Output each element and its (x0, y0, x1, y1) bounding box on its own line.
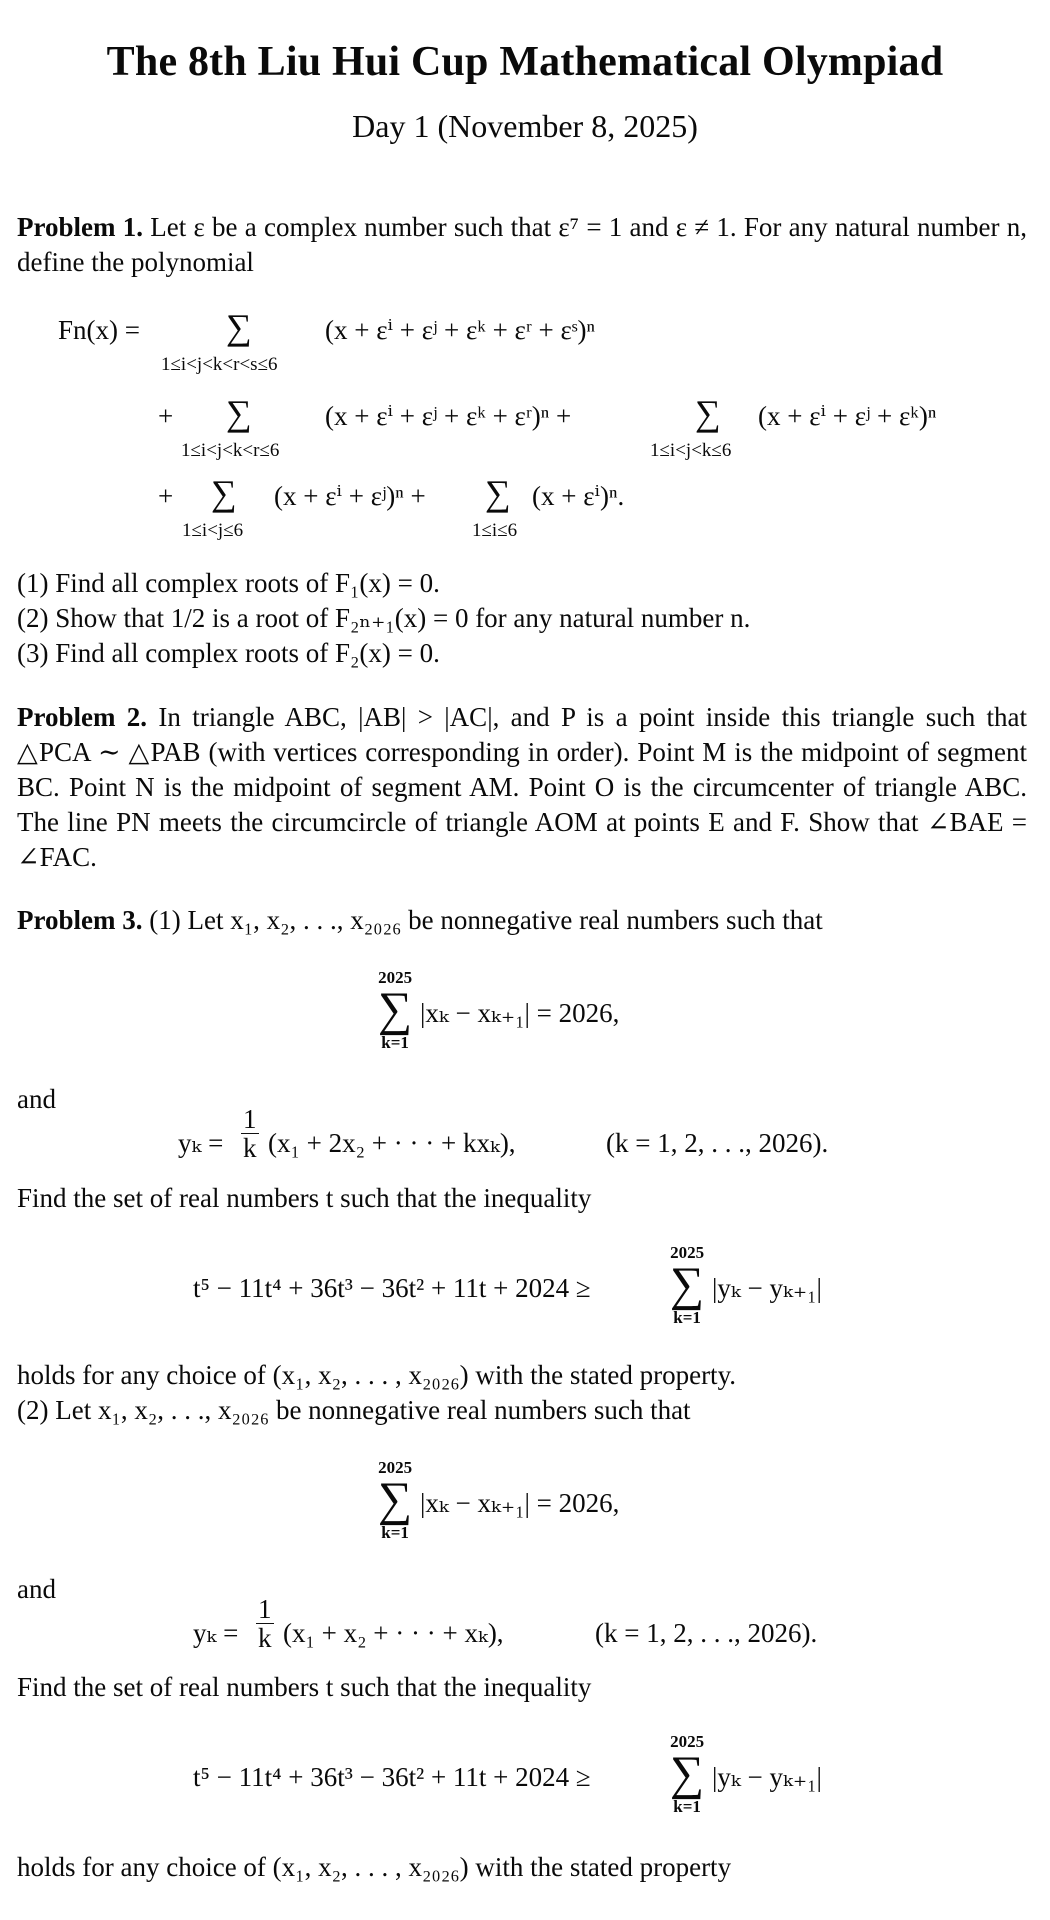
problem1-intro: Let ε be a complex number such that ε⁷ = 1 and ε ≠ 1. For any natural number n, define the polynomial (17, 212, 1028, 277)
sum-term-2: (x + εⁱ + εʲ + εᵏ + εʳ)ⁿ + (325, 401, 572, 431)
inequality-lhs: t⁵ − 11t⁴ + 36t³ − 36t² + 11t + 2024 ≥ (193, 1273, 591, 1303)
find-set-text: Find the set of real numbers t such that the inequality (17, 1672, 592, 1702)
problem2-statement (17, 700, 1027, 875)
yk-definition-lhs: yₖ = (178, 1128, 224, 1158)
k-range: (k = 1, 2, . . ., 2026). (606, 1128, 829, 1158)
problem3-label: Problem 3. (17, 905, 143, 935)
k-range: (k = 1, 2, . . ., 2026). (595, 1618, 818, 1648)
fraction-one-over-k: $\frac{1}{k}$ (258, 1594, 272, 1653)
sum-limit-5: 1≤i≤6 (472, 520, 518, 541)
problem1-part-1: (1) Find all complex roots of F₁(x) = 0. (17, 568, 440, 598)
inequality-rhs: |yₖ − yₖ₊₁| (712, 1273, 822, 1303)
page-title: The 8th Liu Hui Cup Mathematical Olympiad (106, 39, 944, 85)
problem1-label: Problem 1. (17, 212, 143, 242)
problem1-part-3: (3) Find all complex roots of F₂(x) = 0. (17, 638, 440, 668)
problem1-statement (17, 210, 1027, 280)
problem2-text: In triangle ABC, |AB| > |AC|, and P is a point inside this triangle such that △PCA ∼ △PAB (with vertices corresponding in order). Point M is the midpoint of segment BC. Point N is the midpoint of segment AM. Point O is the circumcenter of triangle ABC. The line PN meets the circumcircle of triangle AOM at points E and F. Show that ∠BAE = ∠FAC. (17, 702, 1027, 872)
and-label: and (17, 1574, 56, 1604)
sigma-symbol: ∑ (211, 473, 237, 513)
inequality-lhs: t⁵ − 11t⁴ + 36t³ − 36t² + 11t + 2024 ≥ (193, 1762, 591, 1792)
sum-limit-1: 1≤i<j<k<r<s≤6 (161, 354, 278, 375)
sum-term-5: (x + εⁱ)ⁿ. (532, 481, 625, 511)
yk-definition-rhs: (x₁ + 2x₂ + · · · + kxₖ), (268, 1128, 516, 1158)
yk-definition-lhs: yₖ = (193, 1618, 239, 1648)
condition-expression: |xₖ − xₖ₊₁| = 2026, (420, 1488, 620, 1518)
plus-sign: + (158, 481, 174, 511)
problem1-part-2: (2) Show that 1/2 is a root of F₂ₙ₊₁(x) = 0 for any natural number n. (17, 603, 751, 633)
f-n-lhs: Fn(x) = (58, 315, 140, 345)
problem3-part2-intro: (2) Let x₁, x₂, . . ., x₂₀₂₆ be nonnegative real numbers such that (17, 1395, 691, 1425)
sum-limit-4: 1≤i<j≤6 (182, 520, 244, 541)
sum-symbol-block: 2025 ∑ k=1 (378, 968, 413, 1052)
sum-upper-limit: 2025 (378, 968, 413, 987)
and-label: and (17, 1084, 56, 1114)
condition-expression: |xₖ − xₖ₊₁| = 2026, (420, 998, 620, 1028)
sum-term-3: (x + εⁱ + εʲ + εᵏ)ⁿ (758, 401, 937, 431)
sum-symbol-block: 2025 ∑ k=1 (670, 1243, 705, 1327)
sum-limit-2: 1≤i<j<k<r≤6 (181, 440, 280, 461)
sum-limit-3: 1≤i<j<k≤6 (650, 440, 732, 461)
find-set-text: Find the set of real numbers t such that the inequality (17, 1183, 592, 1213)
sigma-symbol: ∑ (226, 307, 252, 347)
sigma-symbol: ∑ (695, 393, 721, 433)
sum-lower-limit: k=1 (381, 1033, 409, 1052)
holds-text: holds for any choice of (x₁, x₂, . . . , x₂₀₂₆) with the stated property. (17, 1360, 737, 1390)
problem3-part1-intro: Problem 3. (1) Let x₁, x₂, . . ., x₂₀₂₆ be nonnegative real numbers such that (17, 905, 823, 935)
sigma-symbol: ∑ (485, 473, 511, 513)
sum-symbol-block: 2025 ∑ k=1 (670, 1732, 705, 1816)
page-subtitle: Day 1 (November 8, 2025) (352, 108, 698, 144)
fraction-one-over-k: $\frac{1}{k}$ (243, 1104, 257, 1163)
yk-definition-rhs: (x₁ + x₂ + · · · + xₖ), (283, 1618, 504, 1648)
problem2-label: Problem 2. (17, 702, 148, 732)
sigma-symbol: ∑ (226, 393, 252, 433)
inequality-rhs: |yₖ − yₖ₊₁| (712, 1762, 822, 1792)
sum-term-1: (x + εⁱ + εʲ + εᵏ + εʳ + εˢ)ⁿ (325, 315, 596, 345)
holds-text: holds for any choice of (x₁, x₂, . . . , x₂₀₂₆) with the stated property (17, 1852, 732, 1882)
sum-term-4: (x + εⁱ + εʲ)ⁿ + (274, 481, 426, 511)
plus-sign: + (158, 401, 174, 431)
sum-symbol-block: 2025 ∑ k=1 (378, 1458, 413, 1542)
